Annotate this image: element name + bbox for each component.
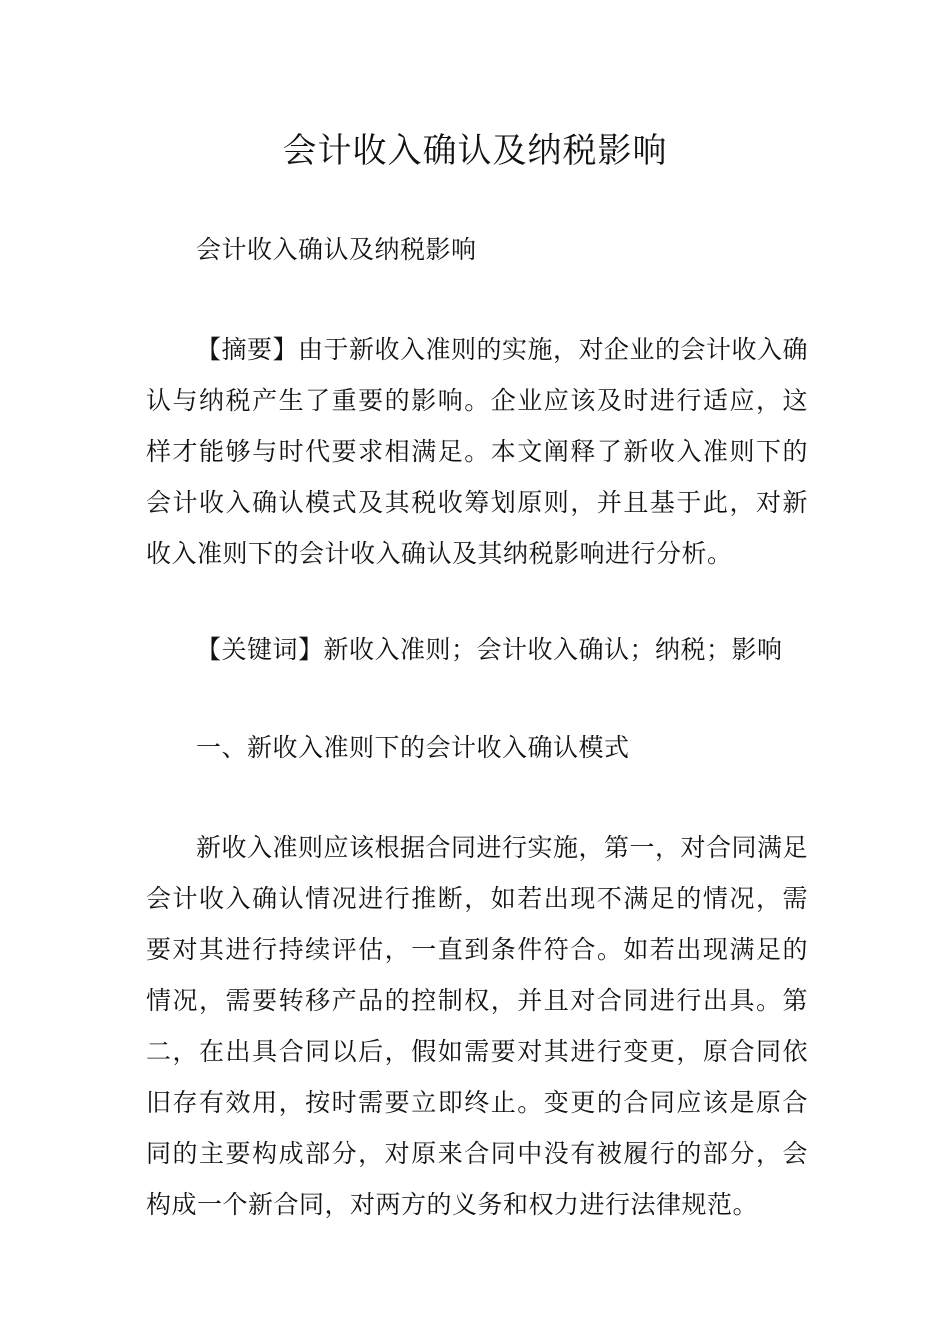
document-title: 会计收入确认及纳税影响 — [282, 131, 668, 171]
section-heading: 一、新收入准则下的会计收入确认模式 — [196, 733, 630, 762]
body-paragraph: 新收入准则应该根据合同进行实施，第一，对合同满足会计收入确认情况进行推断，如若出现不满足的情况，需要对其进行持续评估，一直到条件符合。如若出现满足的情况，需要转移产品的控制权，并且对合同进行出具。第二，在出具合同以后，假如需要对其进行变更，原合同依旧存有效用，按时需要立即终止。变更的合同应该是原合同的主要构成部分，对原来合同中没有被履行的部分，会构成一个新合同，对两方的义务和权力进行法律规范。 — [146, 833, 809, 1219]
document-subtitle: 会计收入确认及纳税影响 — [196, 235, 477, 264]
keywords-paragraph: 【关键词】新收入准则；会计收入确认；纳税；影响 — [196, 635, 783, 664]
abstract-paragraph: 【摘要】由于新收入准则的实施，对企业的会计收入确认与纳税产生了重要的影响。企业应该及时进行适应，这样才能够与时代要求相满足。本文阐释了新收入准则下的会计收入确认模式及其税收筹划原则，并且基于此，对新收入准则下的会计收入确认及其纳税影响进行分析。 — [146, 335, 809, 568]
